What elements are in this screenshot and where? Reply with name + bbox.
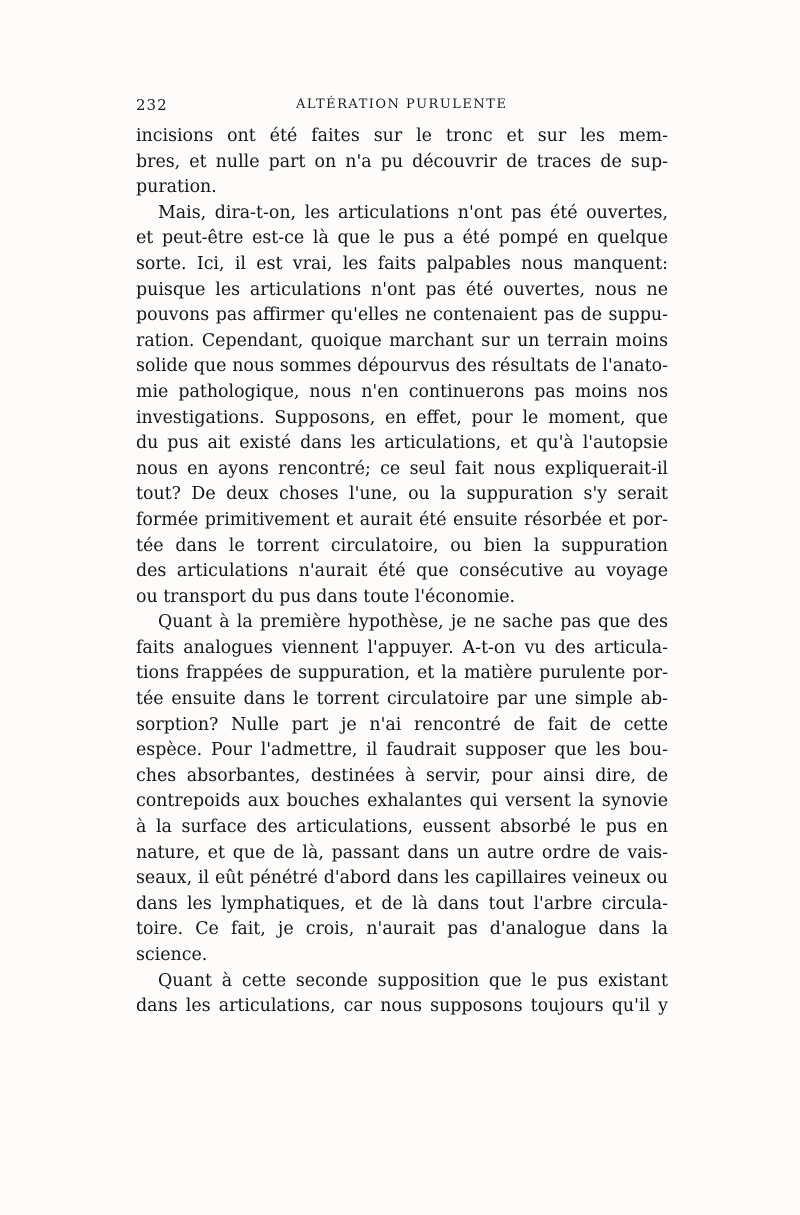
- page-number: 232: [136, 96, 168, 114]
- text-line: solide que nous sommes dépourvus des résultats de l'anato-: [136, 356, 668, 377]
- text-line: mie pathologique, nous n'en continuerons pas moins nos: [136, 381, 668, 402]
- text-line: ration. Cependant, quoique marchant sur un terrain moins: [136, 330, 668, 351]
- text-line: seaux, il eût pénétré d'abord dans les capillaires veineux ou: [136, 868, 668, 889]
- text-line: sorption? Nulle part je n'ai rencontré de fait de cette: [136, 714, 668, 735]
- text-line: tout? De deux choses l'une, ou la suppuration s'y serait: [136, 484, 668, 505]
- text-line: Quant à la première hypothèse, je ne sache pas que des: [158, 612, 668, 633]
- text-line: tée dans le torrent circulatoire, ou bien la suppuration: [136, 535, 668, 556]
- text-line: toire. Ce fait, je crois, n'aurait pas d'analogue dans la: [136, 919, 668, 940]
- text-line: Quant à cette seconde supposition que le pus existant: [158, 970, 668, 991]
- text-line: ou transport du pus dans toute l'économie.: [136, 586, 516, 607]
- text-line: tée ensuite dans le torrent circulatoire par une simple ab-: [136, 689, 668, 710]
- text-line: des articulations n'aurait été que consécutive au voyage: [136, 561, 668, 582]
- text-line: ches absorbantes, destinées à servir, pour ainsi dire, de: [136, 765, 668, 786]
- body-text: [136, 124, 668, 1020]
- text-line: bres, et nulle part on n'a pu découvrir de traces de sup-: [136, 151, 668, 172]
- page-header: [136, 94, 668, 118]
- text-line: contrepoids aux bouches exhalantes qui versent la synovie: [136, 791, 668, 812]
- text-line: puisque les articulations n'ont pas été ouvertes, nous ne: [136, 279, 668, 300]
- text-line: nous en ayons rencontré; ce seul fait nous expliquerait-il: [136, 458, 668, 479]
- text-line: du pus ait existé dans les articulations, et qu'à l'autopsie: [136, 433, 668, 454]
- text-line: incisions ont été faites sur le tronc et sur les mem-: [136, 126, 668, 146]
- text-line: formée primitivement et aurait été ensuite résorbée et por-: [136, 509, 668, 530]
- text-line: science.: [136, 945, 208, 965]
- text-line: espèce. Pour l'admettre, il faudrait supposer que les bou-: [136, 740, 668, 761]
- text-line: à la surface des articulations, eussent absorbé le pus en: [136, 817, 668, 838]
- text-line: dans les articulations, car nous supposons toujours qu'il y: [136, 996, 668, 1017]
- text-line: puration.: [136, 177, 217, 198]
- text-line: Mais, dira-t-on, les articulations n'ont pas été ouvertes,: [158, 202, 668, 223]
- text-line: tions frappées de suppuration, et la matière purulente por-: [136, 663, 668, 684]
- text-line: pouvons pas affirmer qu'elles ne contenaient pas de suppu-: [136, 305, 668, 326]
- text-line: faits analogues viennent l'appuyer. A-t-on vu des articula-: [136, 637, 668, 658]
- text-line: sorte. Ici, il est vrai, les faits palpables nous manquent:: [136, 253, 668, 274]
- text-line: nature, et que de là, passant dans un autre ordre de vais-: [136, 842, 668, 863]
- text-line: dans les lymphatiques, et de là dans tout l'arbre circula-: [136, 893, 668, 914]
- text-line: et peut-être est-ce là que le pus a été pompé en quelque: [136, 228, 668, 249]
- running-title: ALTÉRATION PURULENTE: [296, 97, 508, 112]
- text-line: investigations. Supposons, en effet, pour le moment, que: [136, 407, 668, 428]
